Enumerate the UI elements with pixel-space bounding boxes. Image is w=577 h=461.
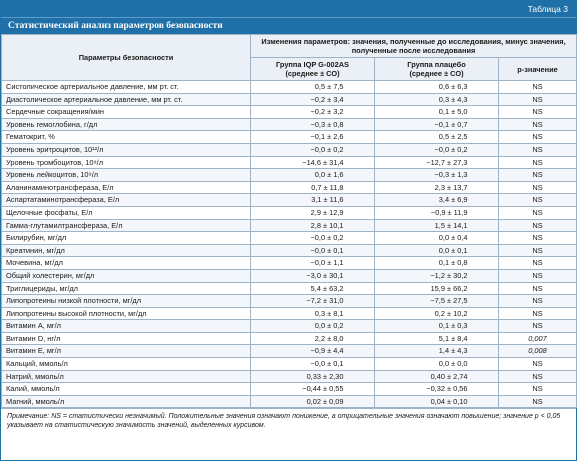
row-placebo-value: −7,5 ± 27,5	[430, 296, 468, 306]
row-iqp-value: 0,7 ± 11,8	[311, 182, 344, 192]
row-p-value: NS	[499, 81, 577, 94]
row-iqp-cell	[251, 93, 375, 106]
table-row	[2, 244, 577, 257]
row-iqp-value: −0,0 ± 0,1	[310, 359, 344, 369]
row-iqp-cell	[251, 143, 375, 156]
row-placebo-value: 0,2 ± 10,2	[434, 308, 468, 318]
table-row	[2, 93, 577, 106]
table-row	[2, 232, 577, 245]
table-row	[2, 194, 577, 207]
table-row	[2, 181, 577, 194]
row-param: Уровень лейкоцитов, 10⁹/л	[2, 169, 251, 182]
row-placebo-value: 15,9 ± 66,2	[430, 283, 468, 293]
row-p-value: NS	[499, 156, 577, 169]
row-param: Липопротеины высокой плотности, мг/дл	[2, 307, 251, 320]
row-placebo-value: 5,1 ± 8,4	[438, 333, 468, 343]
row-iqp-cell	[251, 131, 375, 144]
table-row	[2, 81, 577, 94]
header-changes: Изменения параметров: значения, полученные до исследования, минус значения, полученные после исследования	[251, 35, 577, 58]
row-placebo-value: 2,3 ± 13,7	[434, 182, 468, 192]
row-placebo-cell	[375, 93, 499, 106]
row-param: Диастолическое артериальное давление, мм рт. ст.	[2, 93, 251, 106]
row-p-value: NS	[499, 194, 577, 207]
table-body	[2, 81, 577, 408]
row-placebo-value: −1,2 ± 30,2	[430, 270, 468, 280]
row-param: Сердечные сокращения/мин	[2, 106, 251, 119]
row-iqp-cell	[251, 169, 375, 182]
row-placebo-cell	[375, 169, 499, 182]
row-p-value: NS	[499, 307, 577, 320]
row-placebo-cell	[375, 370, 499, 383]
row-placebo-value: 3,4 ± 6,9	[438, 195, 468, 205]
row-iqp-value: −0,3 ± 0,8	[310, 119, 344, 129]
row-param: Систолическое артериальное давление, мм рт. ст.	[2, 81, 251, 94]
row-p-value: 0,008	[499, 345, 577, 358]
table-row	[2, 143, 577, 156]
header-group-placebo	[375, 58, 499, 81]
row-iqp-value: 5,4 ± 63,2	[310, 283, 344, 293]
header-group-placebo-label: Группа плацебо	[407, 60, 466, 69]
row-param: Аспартатаминотрансфераза, Е/л	[2, 194, 251, 207]
row-placebo-value: −0,0 ± 0,2	[434, 144, 468, 154]
row-placebo-cell	[375, 282, 499, 295]
row-param: Общий холестерин, мг/дл	[2, 269, 251, 282]
row-placebo-value: 0,1 ± 0,3	[438, 321, 468, 331]
row-placebo-cell	[375, 219, 499, 232]
row-iqp-value: −0,0 ± 1,1	[310, 258, 344, 268]
table-row	[2, 156, 577, 169]
table-row	[2, 106, 577, 119]
row-iqp-cell	[251, 269, 375, 282]
table-row	[2, 257, 577, 270]
row-param: Уровень гемоглобина, г/дл	[2, 118, 251, 131]
table-row	[2, 219, 577, 232]
row-placebo-cell	[375, 257, 499, 270]
row-placebo-cell	[375, 269, 499, 282]
row-iqp-value: −0,1 ± 2,6	[310, 132, 344, 142]
row-iqp-cell	[251, 156, 375, 169]
row-p-value: NS	[499, 206, 577, 219]
header-group-iqp	[251, 58, 375, 81]
row-param: Уровень тромбоцитов, 10⁹/л	[2, 156, 251, 169]
row-placebo-cell	[375, 194, 499, 207]
row-placebo-cell	[375, 131, 499, 144]
row-iqp-cell	[251, 81, 375, 94]
row-placebo-value: 0,0 ± 0,1	[438, 245, 468, 255]
row-param: Щелочные фосфаты, Е/л	[2, 206, 251, 219]
table-row	[2, 269, 577, 282]
table-row	[2, 206, 577, 219]
row-param: Гематокрит, %	[2, 131, 251, 144]
table-row	[2, 358, 577, 371]
row-placebo-cell	[375, 244, 499, 257]
row-p-value: NS	[499, 169, 577, 182]
row-iqp-value: −0,2 ± 3,2	[310, 107, 344, 117]
row-iqp-cell	[251, 244, 375, 257]
row-placebo-value: −0,32 ± 0,56	[426, 384, 468, 394]
row-placebo-cell	[375, 106, 499, 119]
header-p-value: p-значение	[499, 58, 577, 81]
row-placebo-value: −12,7 ± 27,3	[426, 157, 468, 167]
row-placebo-value: 0,04 ± 0,10	[430, 396, 468, 406]
row-iqp-value: −0,44 ± 0,55	[302, 384, 344, 394]
row-placebo-cell	[375, 118, 499, 131]
table-note: Примечание: NS = статистически незначимый. Положительные значения означают понижение, а отрицательные значения означают повышение; значение p < 0,05 указывает на статистическую значимость значений, выделенных курсивом.	[1, 408, 576, 433]
table-label: Таблица 3	[1, 1, 576, 17]
row-iqp-cell	[251, 295, 375, 308]
row-placebo-value: −0,3 ± 1,3	[434, 170, 468, 180]
row-placebo-cell	[375, 81, 499, 94]
row-iqp-cell	[251, 358, 375, 371]
row-p-value: NS	[499, 383, 577, 396]
row-param: Билирубин, мг/дл	[2, 232, 251, 245]
row-iqp-value: 0,0 ± 0,2	[314, 321, 344, 331]
row-iqp-value: 0,33 ± 2,30	[306, 371, 344, 381]
row-iqp-cell	[251, 395, 375, 408]
row-p-value: NS	[499, 295, 577, 308]
row-placebo-value: −0,1 ± 0,7	[434, 119, 468, 129]
row-iqp-cell	[251, 383, 375, 396]
table-row	[2, 320, 577, 333]
row-param: Кальций, ммоль/л	[2, 358, 251, 371]
row-param: Натрий, ммоль/л	[2, 370, 251, 383]
row-placebo-cell	[375, 345, 499, 358]
row-iqp-value: 0,02 ± 0,09	[306, 396, 344, 406]
row-iqp-value: −0,0 ± 0,1	[310, 245, 344, 255]
row-placebo-cell	[375, 156, 499, 169]
row-iqp-value: −3,0 ± 30,1	[306, 270, 344, 280]
row-param: Креатинин, мг/дл	[2, 244, 251, 257]
row-p-value: NS	[499, 282, 577, 295]
row-param: Мочевина, мг/дл	[2, 257, 251, 270]
table-row	[2, 169, 577, 182]
row-placebo-value: 0,40 ± 2,74	[430, 371, 468, 381]
row-iqp-value: 0,0 ± 1,6	[314, 170, 344, 180]
row-p-value: NS	[499, 219, 577, 232]
row-iqp-value: −0,0 ± 0,2	[310, 144, 344, 154]
row-placebo-value: 0,1 ± 0,8	[438, 258, 468, 268]
row-param: Витамин А, мг/л	[2, 320, 251, 333]
row-iqp-value: 0,5 ± 7,5	[314, 82, 344, 91]
row-placebo-cell	[375, 307, 499, 320]
table-row	[2, 307, 577, 320]
row-p-value: NS	[499, 257, 577, 270]
row-iqp-cell	[251, 307, 375, 320]
row-p-value: NS	[499, 370, 577, 383]
row-param: Аланинаминотрансфераза, Е/л	[2, 181, 251, 194]
row-placebo-cell	[375, 358, 499, 371]
row-placebo-value: 1,4 ± 4,3	[438, 346, 468, 356]
row-iqp-value: 2,2 ± 8,0	[314, 333, 344, 343]
row-iqp-cell	[251, 219, 375, 232]
row-p-value: NS	[499, 118, 577, 131]
row-p-value: 0,007	[499, 332, 577, 345]
row-iqp-value: 2,8 ± 10,1	[310, 220, 344, 230]
row-placebo-cell	[375, 395, 499, 408]
row-iqp-value: 3,1 ± 11,6	[311, 195, 344, 205]
row-iqp-value: −14,6 ± 31,4	[302, 157, 344, 167]
row-iqp-value: 0,3 ± 8,1	[314, 308, 344, 318]
header-group-placebo-sub: (среднее ± СО)	[409, 69, 464, 78]
row-iqp-value: −0,9 ± 4,4	[310, 346, 344, 356]
table-row	[2, 345, 577, 358]
row-placebo-cell	[375, 320, 499, 333]
table-row	[2, 118, 577, 131]
table-title: Статистический анализ параметров безопасности	[1, 17, 576, 34]
row-iqp-cell	[251, 232, 375, 245]
row-placebo-value: 0,0 ± 0,0	[438, 359, 468, 369]
row-param: Витамин Е, мг/л	[2, 345, 251, 358]
row-placebo-cell	[375, 232, 499, 245]
row-param: Гамма-глутамилтрансфераза, Е/л	[2, 219, 251, 232]
table-row	[2, 282, 577, 295]
row-param: Уровень эритроцитов, 10¹²/л	[2, 143, 251, 156]
row-p-value: NS	[499, 106, 577, 119]
row-placebo-cell	[375, 206, 499, 219]
table-row	[2, 383, 577, 396]
row-placebo-cell	[375, 332, 499, 345]
row-p-value: NS	[499, 358, 577, 371]
row-iqp-cell	[251, 332, 375, 345]
row-param: Липопротеины низкой плотности, мг/дл	[2, 295, 251, 308]
row-placebo-cell	[375, 143, 499, 156]
row-iqp-cell	[251, 257, 375, 270]
header-param: Параметры безопасности	[2, 35, 251, 81]
row-param: Магний, ммоль/л	[2, 395, 251, 408]
row-placebo-value: 1,5 ± 14,1	[434, 220, 468, 230]
row-iqp-cell	[251, 320, 375, 333]
row-placebo-value: 0,6 ± 6,3	[438, 82, 468, 91]
row-iqp-cell	[251, 206, 375, 219]
row-placebo-cell	[375, 181, 499, 194]
row-p-value: NS	[499, 143, 577, 156]
row-placebo-cell	[375, 383, 499, 396]
row-iqp-cell	[251, 181, 375, 194]
row-placebo-value: 0,3 ± 4,3	[438, 94, 468, 104]
row-p-value: NS	[499, 181, 577, 194]
table-row	[2, 370, 577, 383]
row-placebo-value: 0,1 ± 5,0	[438, 107, 468, 117]
header-group-iqp-sub: (среднее ± СО)	[285, 69, 340, 78]
safety-table	[1, 34, 577, 408]
row-placebo-value: 0,0 ± 0,4	[438, 233, 468, 243]
row-p-value: NS	[499, 93, 577, 106]
row-param: Витамин D, нг/л	[2, 332, 251, 345]
row-iqp-cell	[251, 106, 375, 119]
row-p-value: NS	[499, 320, 577, 333]
row-p-value: NS	[499, 232, 577, 245]
row-placebo-value: −0,9 ± 11,9	[430, 207, 468, 217]
row-p-value: NS	[499, 395, 577, 408]
table-row	[2, 395, 577, 408]
table-row	[2, 332, 577, 345]
row-iqp-cell	[251, 370, 375, 383]
row-p-value: NS	[499, 244, 577, 257]
row-iqp-cell	[251, 282, 375, 295]
row-iqp-cell	[251, 194, 375, 207]
header-group-iqp-label: Группа IQP G-002AS	[276, 60, 349, 69]
row-p-value: NS	[499, 269, 577, 282]
row-iqp-cell	[251, 118, 375, 131]
row-iqp-cell	[251, 345, 375, 358]
row-iqp-value: 2,9 ± 12,9	[310, 207, 344, 217]
row-iqp-value: −0,0 ± 0,2	[310, 233, 344, 243]
row-param: Калий, ммоль/л	[2, 383, 251, 396]
row-p-value: NS	[499, 131, 577, 144]
table-row	[2, 131, 577, 144]
row-placebo-value: 0,5 ± 2,5	[438, 132, 468, 142]
row-iqp-value: −0,2 ± 3,4	[310, 94, 344, 104]
row-iqp-value: −7,2 ± 31,0	[306, 296, 344, 306]
row-param: Триглицериды, мг/дл	[2, 282, 251, 295]
row-placebo-cell	[375, 295, 499, 308]
table-row	[2, 295, 577, 308]
